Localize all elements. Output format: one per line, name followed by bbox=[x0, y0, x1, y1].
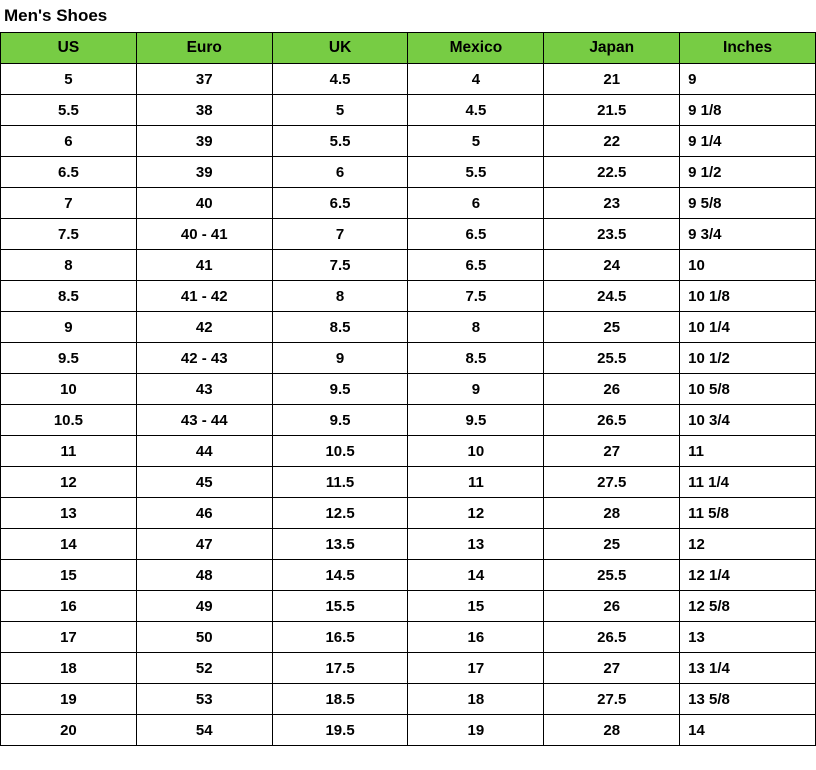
cell-euro: 40 - 41 bbox=[136, 219, 272, 250]
cell-japan: 28 bbox=[544, 498, 680, 529]
cell-mexico: 9.5 bbox=[408, 405, 544, 436]
cell-euro: 45 bbox=[136, 467, 272, 498]
table-row bbox=[1, 498, 816, 529]
cell-us: 19 bbox=[1, 684, 137, 715]
table-row bbox=[1, 95, 816, 126]
table-row bbox=[1, 312, 816, 343]
cell-euro: 41 - 42 bbox=[136, 281, 272, 312]
cell-inches: 12 1/4 bbox=[680, 560, 816, 591]
cell-uk: 11.5 bbox=[272, 467, 408, 498]
shoe-size-table bbox=[0, 32, 816, 746]
cell-japan: 24.5 bbox=[544, 281, 680, 312]
cell-us: 5 bbox=[1, 64, 137, 95]
table-header bbox=[1, 33, 816, 64]
table-row bbox=[1, 467, 816, 498]
cell-euro: 39 bbox=[136, 126, 272, 157]
table-row bbox=[1, 591, 816, 622]
cell-uk: 15.5 bbox=[272, 591, 408, 622]
cell-uk: 13.5 bbox=[272, 529, 408, 560]
cell-japan: 25 bbox=[544, 312, 680, 343]
cell-japan: 27.5 bbox=[544, 467, 680, 498]
cell-uk: 6.5 bbox=[272, 188, 408, 219]
cell-mexico: 4.5 bbox=[408, 95, 544, 126]
cell-euro: 46 bbox=[136, 498, 272, 529]
cell-euro: 49 bbox=[136, 591, 272, 622]
cell-mexico: 15 bbox=[408, 591, 544, 622]
cell-us: 11 bbox=[1, 436, 137, 467]
cell-uk: 9 bbox=[272, 343, 408, 374]
cell-uk: 9.5 bbox=[272, 405, 408, 436]
table-row bbox=[1, 157, 816, 188]
cell-mexico: 9 bbox=[408, 374, 544, 405]
cell-us: 10 bbox=[1, 374, 137, 405]
cell-us: 6 bbox=[1, 126, 137, 157]
table-row bbox=[1, 684, 816, 715]
cell-japan: 27 bbox=[544, 436, 680, 467]
cell-inches: 10 1/4 bbox=[680, 312, 816, 343]
cell-inches: 11 5/8 bbox=[680, 498, 816, 529]
cell-inches: 12 5/8 bbox=[680, 591, 816, 622]
cell-us: 5.5 bbox=[1, 95, 137, 126]
cell-mexico: 13 bbox=[408, 529, 544, 560]
cell-inches: 10 3/4 bbox=[680, 405, 816, 436]
table-row bbox=[1, 622, 816, 653]
cell-euro: 41 bbox=[136, 250, 272, 281]
cell-japan: 25.5 bbox=[544, 343, 680, 374]
cell-japan: 27.5 bbox=[544, 684, 680, 715]
column-header-uk: UK bbox=[272, 33, 408, 64]
table-body bbox=[1, 64, 816, 746]
cell-euro: 54 bbox=[136, 715, 272, 746]
table-row bbox=[1, 374, 816, 405]
cell-mexico: 5.5 bbox=[408, 157, 544, 188]
cell-uk: 4.5 bbox=[272, 64, 408, 95]
cell-japan: 22 bbox=[544, 126, 680, 157]
cell-euro: 50 bbox=[136, 622, 272, 653]
cell-mexico: 12 bbox=[408, 498, 544, 529]
table-row bbox=[1, 343, 816, 374]
cell-inches: 14 bbox=[680, 715, 816, 746]
cell-uk: 5.5 bbox=[272, 126, 408, 157]
cell-inches: 10 1/8 bbox=[680, 281, 816, 312]
table-row bbox=[1, 188, 816, 219]
cell-euro: 44 bbox=[136, 436, 272, 467]
cell-mexico: 8 bbox=[408, 312, 544, 343]
cell-inches: 11 bbox=[680, 436, 816, 467]
cell-us: 10.5 bbox=[1, 405, 137, 436]
cell-japan: 26 bbox=[544, 374, 680, 405]
cell-mexico: 19 bbox=[408, 715, 544, 746]
cell-mexico: 17 bbox=[408, 653, 544, 684]
cell-uk: 17.5 bbox=[272, 653, 408, 684]
cell-us: 15 bbox=[1, 560, 137, 591]
cell-inches: 13 bbox=[680, 622, 816, 653]
cell-inches: 10 1/2 bbox=[680, 343, 816, 374]
cell-inches: 11 1/4 bbox=[680, 467, 816, 498]
cell-us: 7 bbox=[1, 188, 137, 219]
cell-us: 12 bbox=[1, 467, 137, 498]
cell-japan: 25 bbox=[544, 529, 680, 560]
cell-us: 7.5 bbox=[1, 219, 137, 250]
cell-euro: 43 bbox=[136, 374, 272, 405]
cell-euro: 52 bbox=[136, 653, 272, 684]
cell-euro: 42 - 43 bbox=[136, 343, 272, 374]
cell-us: 9 bbox=[1, 312, 137, 343]
cell-japan: 23 bbox=[544, 188, 680, 219]
cell-euro: 47 bbox=[136, 529, 272, 560]
cell-euro: 40 bbox=[136, 188, 272, 219]
cell-us: 6.5 bbox=[1, 157, 137, 188]
cell-uk: 19.5 bbox=[272, 715, 408, 746]
table-header-row bbox=[1, 33, 816, 64]
page-title: Men's Shoes bbox=[4, 6, 108, 25]
cell-mexico: 14 bbox=[408, 560, 544, 591]
table-row bbox=[1, 219, 816, 250]
column-header-us: US bbox=[1, 33, 137, 64]
cell-inches: 9 bbox=[680, 64, 816, 95]
cell-mexico: 4 bbox=[408, 64, 544, 95]
cell-japan: 21.5 bbox=[544, 95, 680, 126]
cell-inches: 13 5/8 bbox=[680, 684, 816, 715]
cell-euro: 42 bbox=[136, 312, 272, 343]
cell-mexico: 7.5 bbox=[408, 281, 544, 312]
cell-uk: 7 bbox=[272, 219, 408, 250]
cell-euro: 53 bbox=[136, 684, 272, 715]
cell-us: 9.5 bbox=[1, 343, 137, 374]
cell-japan: 22.5 bbox=[544, 157, 680, 188]
cell-uk: 8.5 bbox=[272, 312, 408, 343]
cell-mexico: 8.5 bbox=[408, 343, 544, 374]
cell-us: 8 bbox=[1, 250, 137, 281]
cell-uk: 16.5 bbox=[272, 622, 408, 653]
table-row bbox=[1, 529, 816, 560]
cell-euro: 38 bbox=[136, 95, 272, 126]
cell-uk: 5 bbox=[272, 95, 408, 126]
cell-mexico: 11 bbox=[408, 467, 544, 498]
cell-inches: 9 1/4 bbox=[680, 126, 816, 157]
cell-inches: 13 1/4 bbox=[680, 653, 816, 684]
cell-mexico: 6.5 bbox=[408, 219, 544, 250]
table-row bbox=[1, 281, 816, 312]
column-header-inches: Inches bbox=[680, 33, 816, 64]
cell-uk: 7.5 bbox=[272, 250, 408, 281]
table-row bbox=[1, 405, 816, 436]
cell-inches: 9 1/2 bbox=[680, 157, 816, 188]
cell-japan: 26.5 bbox=[544, 405, 680, 436]
cell-inches: 9 5/8 bbox=[680, 188, 816, 219]
cell-us: 13 bbox=[1, 498, 137, 529]
cell-uk: 18.5 bbox=[272, 684, 408, 715]
cell-japan: 26.5 bbox=[544, 622, 680, 653]
cell-inches: 10 5/8 bbox=[680, 374, 816, 405]
table-row bbox=[1, 250, 816, 281]
cell-uk: 14.5 bbox=[272, 560, 408, 591]
column-header-japan: Japan bbox=[544, 33, 680, 64]
cell-inches: 9 1/8 bbox=[680, 95, 816, 126]
cell-euro: 39 bbox=[136, 157, 272, 188]
table-row bbox=[1, 64, 816, 95]
table-row bbox=[1, 715, 816, 746]
cell-inches: 10 bbox=[680, 250, 816, 281]
cell-uk: 10.5 bbox=[272, 436, 408, 467]
cell-mexico: 6.5 bbox=[408, 250, 544, 281]
table-row bbox=[1, 560, 816, 591]
cell-inches: 9 3/4 bbox=[680, 219, 816, 250]
column-header-euro: Euro bbox=[136, 33, 272, 64]
cell-japan: 23.5 bbox=[544, 219, 680, 250]
column-header-mexico: Mexico bbox=[408, 33, 544, 64]
cell-japan: 25.5 bbox=[544, 560, 680, 591]
cell-mexico: 6 bbox=[408, 188, 544, 219]
cell-mexico: 16 bbox=[408, 622, 544, 653]
cell-japan: 24 bbox=[544, 250, 680, 281]
cell-us: 14 bbox=[1, 529, 137, 560]
table-row bbox=[1, 436, 816, 467]
cell-us: 16 bbox=[1, 591, 137, 622]
cell-uk: 6 bbox=[272, 157, 408, 188]
cell-euro: 43 - 44 bbox=[136, 405, 272, 436]
cell-us: 18 bbox=[1, 653, 137, 684]
cell-us: 17 bbox=[1, 622, 137, 653]
cell-euro: 37 bbox=[136, 64, 272, 95]
cell-japan: 28 bbox=[544, 715, 680, 746]
cell-japan: 27 bbox=[544, 653, 680, 684]
cell-us: 20 bbox=[1, 715, 137, 746]
cell-inches: 12 bbox=[680, 529, 816, 560]
cell-mexico: 18 bbox=[408, 684, 544, 715]
cell-us: 8.5 bbox=[1, 281, 137, 312]
table-row bbox=[1, 653, 816, 684]
cell-uk: 12.5 bbox=[272, 498, 408, 529]
cell-mexico: 5 bbox=[408, 126, 544, 157]
table-row bbox=[1, 126, 816, 157]
cell-uk: 8 bbox=[272, 281, 408, 312]
cell-mexico: 10 bbox=[408, 436, 544, 467]
cell-japan: 26 bbox=[544, 591, 680, 622]
cell-japan: 21 bbox=[544, 64, 680, 95]
cell-euro: 48 bbox=[136, 560, 272, 591]
cell-uk: 9.5 bbox=[272, 374, 408, 405]
